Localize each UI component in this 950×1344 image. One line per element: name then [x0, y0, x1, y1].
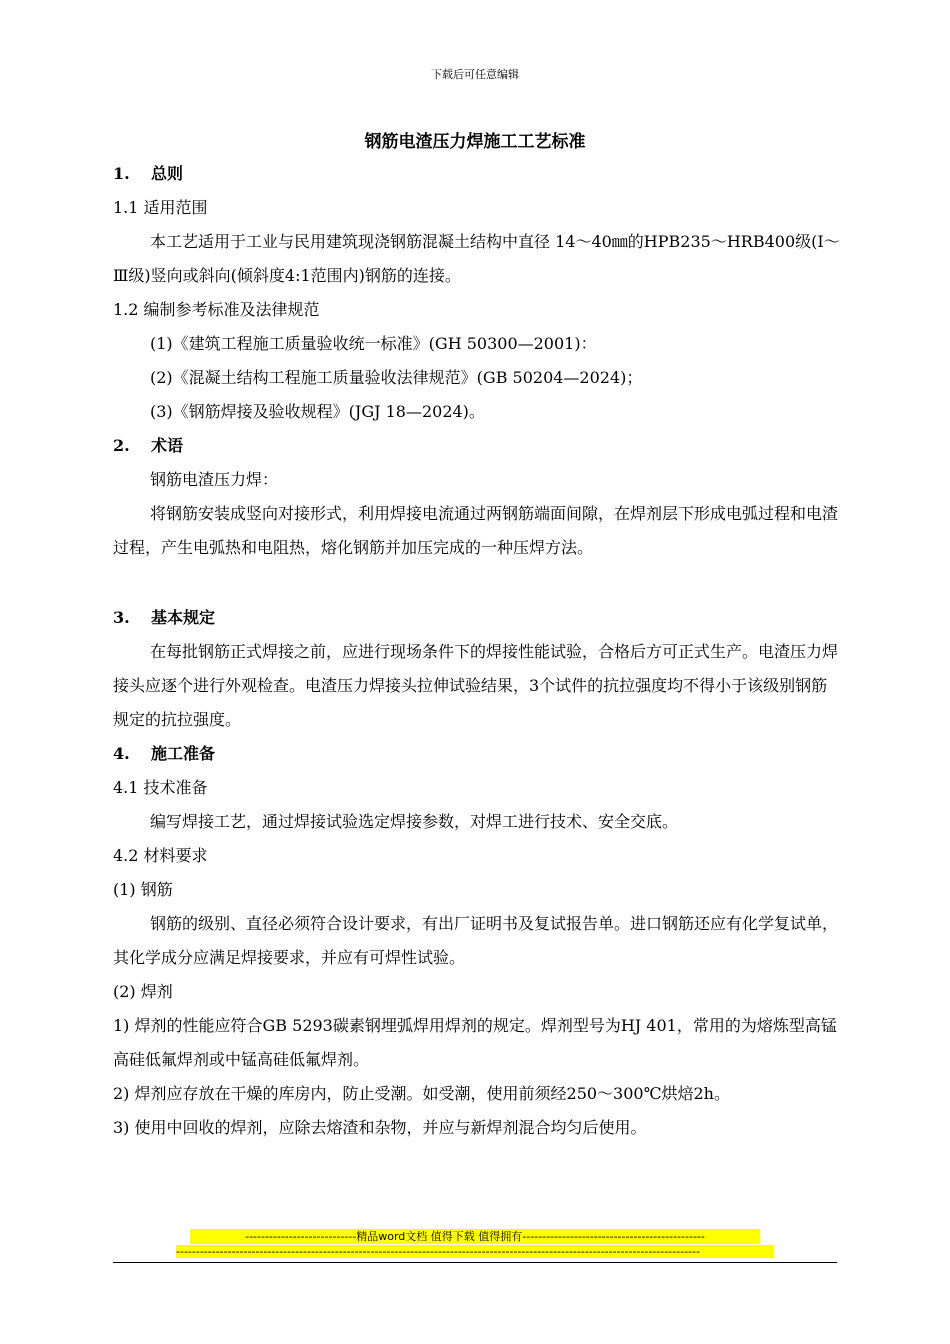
subsection-heading: 4.1 技术准备 — [113, 778, 208, 797]
paragraph: 编写焊接工艺，通过焊接试验选定焊接参数，对焊工进行技术、安全交底。 — [150, 812, 679, 831]
section-heading-3 — [113, 601, 843, 635]
section-number: 2. — [113, 436, 130, 455]
footer-banner: ----------------------------精品word文档 值得下载 值得拥有---------------------------------------------- — [190, 1229, 760, 1244]
section-heading-2 — [113, 429, 843, 463]
paragraph: 在每批钢筋正式焊接之前，应进行现场条件下的焊接性能试验，合格后方可正式生产。电渣压力焊接头应逐个进行外观检查。电渣压力焊接头拉伸试验结果，3个试件的抗拉强度均不得小于该级别钢筋规定的抗拉强度。 — [113, 642, 839, 729]
list-item-heading: (2) 焊剂 — [113, 982, 173, 1001]
paragraph: 将钢筋安装成竖向对接形式，利用焊接电流通过两钢筋端面间隙，在焊剂层下形成电弧过程和电渣过程，产生电弧热和电阻热，熔化钢筋并加压完成的一种压焊方法。 — [113, 504, 839, 557]
list-item: 2) 焊剂应存放在干燥的库房内，防止受潮。如受潮，使用前须经250～300℃烘焙2h。 — [113, 1084, 730, 1103]
reference-item: (1)《建筑工程施工质量验收统一标准》(GH 50300—2001)： — [150, 334, 597, 353]
list-item-heading: (1) 钢筋 — [113, 880, 173, 899]
spacer — [113, 565, 843, 601]
section-title: 施工准备 — [151, 744, 216, 763]
document-title: 钢筋电渣压力焊施工工艺标准 — [364, 132, 586, 152]
list-item: 1) 焊剂的性能应符合GB 5293碳素钢埋弧焊用焊剂的规定。焊剂型号为HJ 401，常用的为熔炼型高锰高硅低氟焊剂或中锰高硅低氟焊剂。 — [113, 1016, 837, 1069]
reference-item: (2)《混凝土结构工程施工质量验收法律规范》(GB 50204—2024)； — [150, 368, 643, 387]
reference-item: (3)《钢筋焊接及验收规程》(JGJ 18—2024)。 — [150, 402, 485, 421]
section-heading-4 — [113, 737, 843, 771]
document-body — [113, 157, 843, 1145]
section-number: 1. — [113, 164, 130, 183]
footer-dashes: ------------------------------------------------------------------------------------------------------------------------------------ — [176, 1245, 774, 1258]
subsection-heading: 1.2 编制参考标准及法律规范 — [113, 300, 320, 319]
section-number: 3. — [113, 608, 130, 627]
subsection-heading: 4.2 材料要求 — [113, 846, 208, 865]
section-title: 总则 — [151, 164, 184, 183]
subsection-heading: 1.1 适用范围 — [113, 198, 208, 217]
section-heading-1 — [113, 157, 843, 191]
header-note: 下载后可任意编辑 — [431, 68, 519, 81]
paragraph: 钢筋的级别、直径必须符合设计要求，有出厂证明书及复试报告单。进口钢筋还应有化学复试单，其化学成分应满足焊接要求，并应有可焊性试验。 — [113, 914, 839, 967]
list-item: 3) 使用中回收的焊剂，应除去熔渣和杂物，并应与新焊剂混合均匀后使用。 — [113, 1118, 647, 1137]
term-label: 钢筋电渣压力焊： — [150, 470, 279, 489]
section-number: 4. — [113, 744, 130, 763]
paragraph: 本工艺适用于工业与民用建筑现浇钢筋混凝土结构中直径 14～40㎜的HPB235～HRB400级(Ⅰ～Ⅲ级)竖向或斜向(倾斜度4:1范围内)钢筋的连接。 — [113, 232, 840, 285]
footer-divider — [113, 1262, 837, 1263]
section-title: 基本规定 — [151, 608, 216, 627]
section-title: 术语 — [151, 436, 184, 455]
